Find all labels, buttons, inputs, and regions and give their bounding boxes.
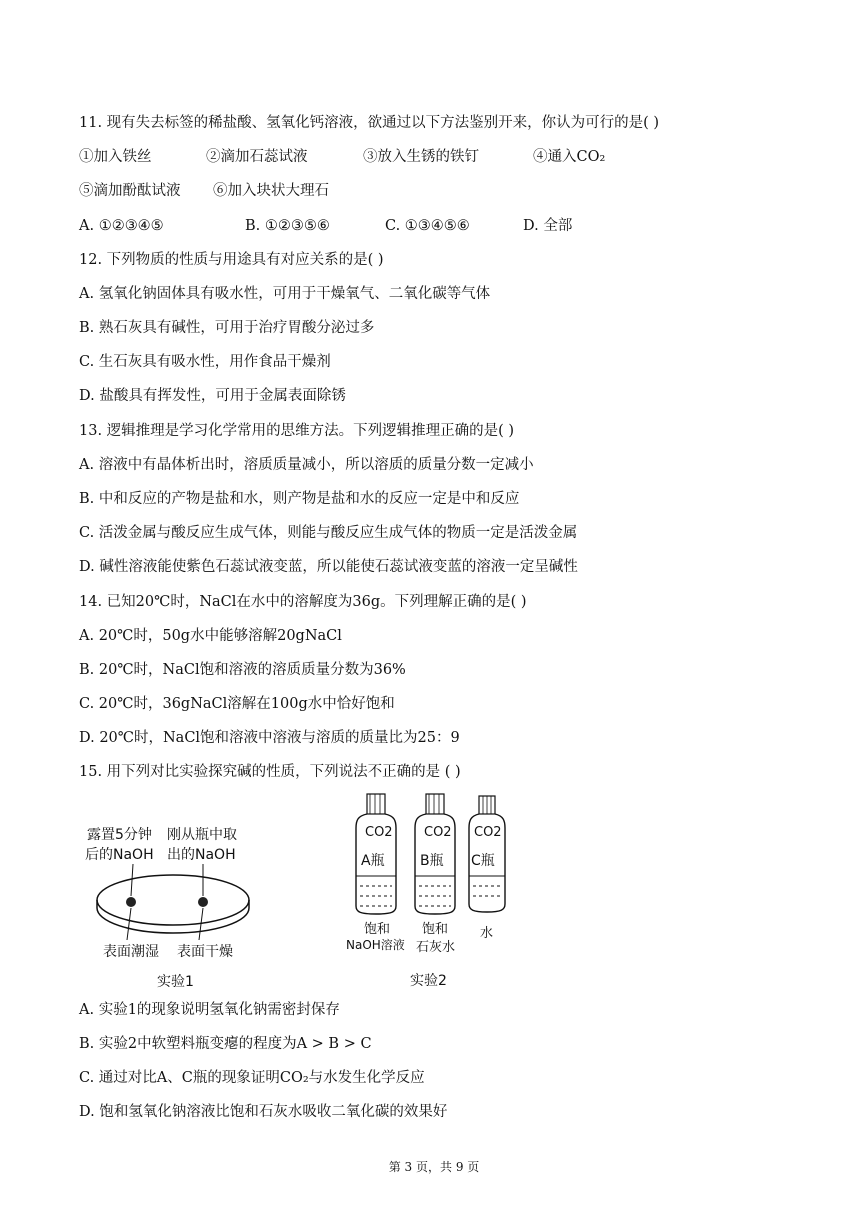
q15-choice-d: D. 饱和氢氧化钠溶液比饱和石灰水吸收二氧化碳的效果好: [79, 1104, 448, 1120]
q13-choice-b: B. 中和反应的产物是盐和水，则产物是盐和水的反应一定是中和反应: [79, 491, 520, 507]
exp1-bottom-right: 表面干燥: [177, 944, 233, 960]
q14-stem: 14. 已知20℃时，NaCl在水中的溶解度为36g。下列理解正确的是( ): [79, 594, 527, 610]
q14-choice-a: A. 20℃时，50g水中能够溶解20gNaCl: [79, 628, 342, 644]
q15-choice-a: A. 实验1的现象说明氢氧化钠需密封保存: [79, 1002, 340, 1018]
q14-choice-c: C. 20℃时，36gNaCl溶解在100g水中恰好饱和: [79, 696, 395, 712]
q15-stem: 15. 用下列对比实验探究碱的性质，下列说法不正确的是 ( ): [79, 764, 461, 780]
experiment-2-figure: [340, 792, 530, 992]
bottle-a-liquid-1: 饱和: [364, 922, 391, 937]
q12-choice-c: C. 生石灰具有吸水性，用作食品干燥剂: [79, 354, 331, 370]
q15-choice-b: B. 实验2中软塑料瓶变瘪的程度为A > B > C: [79, 1036, 372, 1052]
petri-dish-drawing: [85, 820, 265, 995]
exp1-caption: 实验1: [157, 974, 194, 990]
q14-choice-d: D. 20℃时，NaCl饱和溶液中溶液与溶质的质量比为25：9: [79, 730, 460, 746]
q12-choice-d: D. 盐酸具有挥发性，可用于金属表面除锈: [79, 388, 346, 404]
exp1-label-left-2: 后的NaOH: [85, 847, 154, 863]
exp1-label-right-1: 刚从瓶中取: [167, 827, 237, 843]
q11-choice-b: B. ①②③⑤⑥: [245, 218, 330, 234]
q11-methods-row2: [79, 181, 329, 201]
q11-method-2: ②滴加石蕊试液: [206, 149, 308, 165]
bottle-b-liquid-2: 石灰水: [416, 940, 456, 955]
q11-method-1: ①加入铁丝: [79, 149, 152, 165]
q11-methods-row1: [79, 147, 605, 167]
bottle-c-gas: CO2: [474, 825, 502, 840]
q11-method-6: ⑥加入块状大理石: [213, 183, 329, 199]
q14-choice-b: B. 20℃时，NaCl饱和溶液的溶质质量分数为36%: [79, 662, 406, 678]
q13-choice-a: A. 溶液中有晶体析出时，溶质质量减小，所以溶质的质量分数一定减小: [79, 457, 534, 473]
q11-method-4: ④通入CO₂: [533, 149, 606, 165]
exp1-label-right-2: 出的NaOH: [167, 847, 236, 863]
q13-choice-c: C. 活泼金属与酸反应生成气体，则能与酸反应生成气体的物质一定是活泼金属: [79, 525, 578, 541]
page-footer: 第 3 页，共 9 页: [388, 1160, 480, 1174]
q15-choice-c: C. 通过对比A、C瓶的现象证明CO₂与水发生化学反应: [79, 1070, 425, 1086]
q12-choice-b: B. 熟石灰具有碱性，可用于治疗胃酸分泌过多: [79, 320, 375, 336]
bottle-b-gas: CO2: [424, 825, 452, 840]
bottle-b-liquid-1: 饱和: [422, 922, 449, 937]
q13-choice-d: D. 碱性溶液能使紫色石蕊试液变蓝，所以能使石蕊试液变蓝的溶液一定呈碱性: [79, 559, 578, 575]
q13-stem: 13. 逻辑推理是学习化学常用的思维方法。下列逻辑推理正确的是( ): [79, 423, 515, 439]
q11-choice-a: A. ①②③④⑤: [79, 218, 164, 234]
exp2-caption: 实验2: [410, 973, 447, 989]
exp1-bottom-left: 表面潮湿: [103, 944, 159, 960]
q11-choices: [79, 216, 572, 236]
experiment-1-figure: [85, 820, 265, 995]
q12-stem: 12. 下列物质的性质与用途具有对应关系的是( ): [79, 252, 384, 268]
q11-choice-c: C. ①③④⑤⑥: [385, 218, 470, 234]
bottle-a-name: A瓶: [361, 853, 385, 869]
exp1-label-left-1: 露置5分钟: [87, 827, 152, 843]
q11-stem: 11. 现有失去标签的稀盐酸、氢氧化钙溶液，欲通过以下方法鉴别开来，你认为可行的是( ): [79, 115, 660, 131]
q11-method-5: ⑤滴加酚酞试液: [79, 183, 181, 199]
bottle-c-liquid-1: 水: [480, 926, 494, 941]
bottle-b-name: B瓶: [420, 853, 444, 869]
bottle-a-liquid-2: NaOH溶液: [346, 938, 405, 952]
bottle-a-gas: CO2: [365, 825, 393, 840]
bottle-c-name: C瓶: [471, 853, 495, 869]
q12-choice-a: A. 氢氧化钠固体具有吸水性，可用于干燥氧气、二氧化碳等气体: [79, 286, 491, 302]
q11-choice-d: D. 全部: [523, 218, 573, 234]
q11-method-3: ③放入生锈的铁钉: [363, 149, 479, 165]
